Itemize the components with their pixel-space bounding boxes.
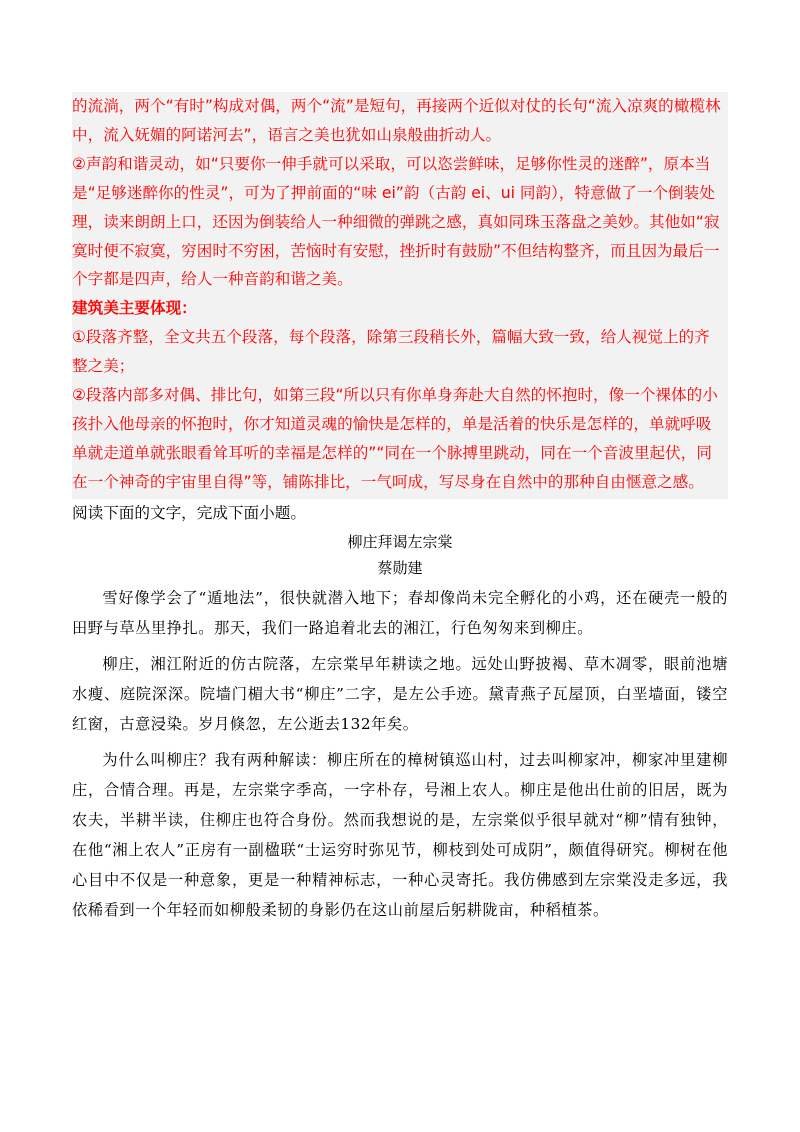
article <box>72 529 728 925</box>
article-paragraph: 为什么叫柳庄？我有两种解读：柳庄所在的樟树镇巡山村，过去叫柳家冲，柳家冲里建柳庄，合情合理。再是，左宗棠字季高，一字朴存，号湘上农人。柳庄是他出仕前的旧居，既为农夫，半耕半读，住柳庄也符合身份。然而我想说的是，左宗棠似乎很早就对“柳”情有独钟，在他“湘上农人”正房有一副楹联“士运穷时弥见节，柳枝到处可成阴”，颇值得研究。柳树在他心目中不仅是一种意象，更是一种精神标志，一种心灵寄托。我仿佛感到左宗棠没走多远，我依稀看到一个年轻而如柳般柔韧的身影仍在这山前屋后躬耕陇亩，种稻植茶。 <box>72 750 728 919</box>
answer-paragraph-4: ②段落内部多对偶、排比句，如第三段“所以只有你单身奔赴大自然的怀抱时，像一个裸体的小孩扑入他母亲的怀抱时，你才知道灵魂的愉快是怎样的，单是活着的快乐是怎样的，单就呼吸单就走道单就张眼看耸耳听的幸福是怎样的”“同在一个脉搏里跳动，同在一个音波里起伏，同在一个神奇的宇宙里自得”等，铺陈排比，一气呵成，写尽身在自然中的那种自由惬意之感。 <box>72 386 718 491</box>
article-title: 柳庄拜谒左宗棠 <box>347 532 453 551</box>
article-paragraph: 雪好像学会了“遁地法”，很快就潜入地下；春却像尚未完全孵化的小鸡，还在硬壳一般的田野与草丛里挣扎。那天，我们一路追着北去的湘江，行色匆匆来到柳庄。 <box>72 588 728 637</box>
answer-analysis-block <box>72 92 728 499</box>
article-paragraph: 柳庄，湘江附近的仿古院落，左宗棠早年耕读之地。远处山野披褐、草木凋零，眼前池塘水瘦、庭院深深。院墙门楣大书“柳庄”二字，是左公手迹。黛青燕子瓦屋顶，白垩墙面，镂空红窗，古意浸染。岁月倏忽，左公逝去132年矣。 <box>72 654 728 733</box>
answer-paragraph-1: 的流淌，两个“有时”构成对偶，两个“流”是短句，再接两个近似对仗的长句“流入凉爽的橄榄林中，流入妩媚的阿诺河去”，语言之美也犹如山泉般曲折动人。 <box>72 97 721 144</box>
reading-instruction: 阅读下面的文字，完成下面小题。 <box>72 503 306 522</box>
answer-paragraph-3: ①段落齐整，全文共五个段落，每个段落，除第三段稍长外，篇幅大致一致，给人视觉上的齐整之美； <box>72 328 710 376</box>
document-page <box>72 92 728 931</box>
answer-heading-architecture: 建筑美主要体现： <box>72 299 197 318</box>
article-author: 蔡勋建 <box>377 558 423 577</box>
answer-paragraph-2: ②声韵和谐灵动，如“只要你一伸手就可以采取，可以恣尝鲜味，足够你性灵的迷醉”，原本当是“足够迷醉你的性灵”，可为了押前面的“味 ei”韵（古韵 ei、ui 同韵），特意做了一个倒装处理，读来朗朗上口，还因为倒装给人一种细微的弹跳之感，真如同珠玉落盘之美妙。其他如“寂寞时便不寂寞，穷困时不穷困，苦恼时有安慰，挫折时有鼓励”不但结构整齐，而且因为最后一个字都是四声，给人一种音韵和谐之美。 <box>72 154 720 289</box>
